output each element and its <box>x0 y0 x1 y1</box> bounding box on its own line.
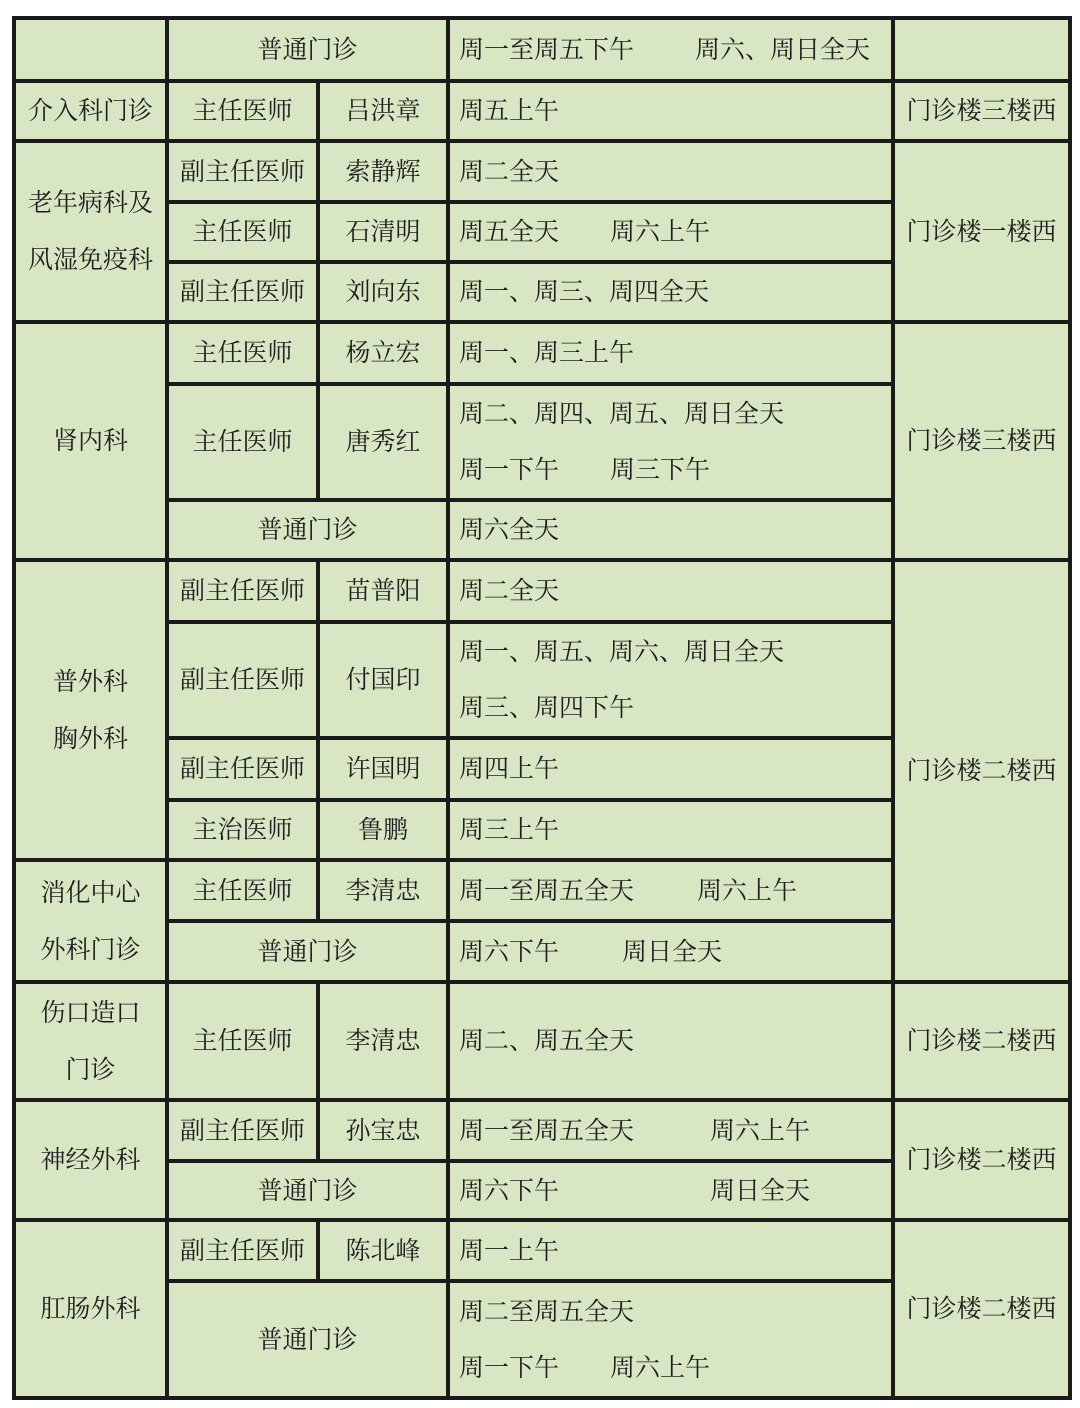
schedule-text: 周五上午 <box>459 96 560 125</box>
department-cell-interventional <box>16 83 165 139</box>
table-row-schedule <box>450 502 891 558</box>
schedule-text: 周二全天 <box>459 156 560 186</box>
schedule-text: 周一至周五全天 <box>459 1115 635 1145</box>
department-label: 肛肠外科 <box>40 1294 141 1323</box>
doctor-name: 石清明 <box>345 217 421 246</box>
doctor-title: 副主任医师 <box>179 156 305 186</box>
schedule-text: 周二、周四、周五、周日全天 <box>459 399 785 428</box>
location-cell-colorectal <box>895 1222 1068 1396</box>
table-row-schedule <box>450 802 891 858</box>
table-row-name <box>320 264 446 320</box>
schedule-text: 周一至周五下午 <box>459 34 635 64</box>
schedule-text: 周三、周四下午 <box>459 693 635 722</box>
table-row-schedule <box>450 324 891 382</box>
table-row-title-merged <box>169 923 446 980</box>
table-row-title <box>169 984 316 1098</box>
table-row-title <box>169 740 316 798</box>
department-label: 外科门诊 <box>40 934 141 964</box>
department-label: 胸外科 <box>52 723 128 753</box>
doctor-title: 副主任医师 <box>179 1235 305 1265</box>
location-cell-wound <box>895 984 1068 1098</box>
department-cell-neurosurgery <box>16 1102 165 1218</box>
department-label: 老年病科及 <box>27 188 153 217</box>
department-cell-nephrology <box>16 324 165 558</box>
department-label: 伤口造口 <box>40 997 141 1027</box>
doctor-title: 主任医师 <box>192 875 293 905</box>
table-row-name <box>320 740 446 798</box>
doctor-name: 陈北峰 <box>345 1235 421 1265</box>
schedule-text: 周一、周三、周四全天 <box>459 277 710 306</box>
doctor-title: 普通门诊 <box>257 515 358 544</box>
doctor-title: 普通门诊 <box>257 1175 358 1205</box>
table-row-name <box>320 984 446 1098</box>
table-row-schedule <box>450 984 891 1098</box>
table-row-name <box>320 83 446 139</box>
doctor-name: 许国明 <box>345 754 421 783</box>
schedule-text: 周六全天 <box>459 515 560 544</box>
table-row-schedule <box>450 562 891 620</box>
table-row-schedule <box>450 862 891 919</box>
schedule-text: 周六上午 <box>610 1352 711 1382</box>
location-text: 门诊楼二楼西 <box>906 1145 1057 1174</box>
location-text: 门诊楼一楼西 <box>906 216 1057 246</box>
table-row-name <box>320 1222 446 1279</box>
doctor-name: 鲁鹏 <box>357 815 408 844</box>
table-row-title <box>169 1222 316 1279</box>
table-row-title <box>169 264 316 320</box>
schedule-text: 周三上午 <box>459 815 560 844</box>
doctor-title: 主任医师 <box>192 1026 293 1055</box>
department-cell-general-surgery <box>16 562 165 858</box>
doctor-title: 普通门诊 <box>257 936 358 966</box>
department-cell-empty <box>16 20 165 79</box>
schedule-text: 周一下午 <box>459 455 560 484</box>
table-row-schedule <box>450 204 891 260</box>
doctor-title: 主任医师 <box>192 96 293 125</box>
schedule-text: 周日全天 <box>710 1175 811 1205</box>
location-text: 门诊楼二楼西 <box>906 1026 1057 1055</box>
table-row-title <box>169 324 316 382</box>
location-text: 门诊楼二楼西 <box>906 756 1057 785</box>
schedule-text: 周四上午 <box>459 754 560 783</box>
location-text: 门诊楼三楼西 <box>906 96 1057 125</box>
table-row-schedule <box>450 386 891 498</box>
table-row-name <box>320 386 446 498</box>
schedule-text: 周六、周日全天 <box>695 34 871 64</box>
schedule-text: 周一下午 <box>459 1352 560 1382</box>
doctor-name: 索静辉 <box>345 156 421 186</box>
doctor-title: 主治医师 <box>192 815 293 844</box>
table-row-title <box>169 624 316 736</box>
schedule-text: 周日全天 <box>622 936 723 966</box>
schedule-text: 周一至周五全天 <box>459 875 635 905</box>
table-row-name <box>320 1102 446 1159</box>
doctor-title: 副主任医师 <box>179 277 305 306</box>
doctor-name: 刘向东 <box>345 277 421 306</box>
doctor-name: 付国印 <box>345 665 421 694</box>
location-cell-neurosurgery <box>895 1102 1068 1218</box>
schedule-text: 周六上午 <box>610 217 711 246</box>
doctor-title: 主任医师 <box>192 427 293 456</box>
table-row-title <box>169 802 316 858</box>
table-row-schedule <box>450 1222 891 1279</box>
doctor-name: 唐秀红 <box>345 427 421 456</box>
table-row-schedule <box>450 20 891 79</box>
doctor-title: 主任医师 <box>192 217 293 246</box>
doctor-name: 李清忠 <box>345 875 421 905</box>
table-row-title <box>169 862 316 919</box>
schedule-text: 周六上午 <box>710 1115 811 1145</box>
table-row-schedule <box>450 1283 891 1396</box>
table-row-title <box>169 83 316 139</box>
table-row-schedule <box>450 83 891 139</box>
doctor-title: 主任医师 <box>192 338 293 367</box>
schedule-text: 周六上午 <box>697 875 798 905</box>
doctor-title: 副主任医师 <box>179 665 305 694</box>
doctor-title: 副主任医师 <box>179 1115 305 1145</box>
table-row-schedule <box>450 143 891 200</box>
schedule-text: 周三下午 <box>610 455 711 484</box>
table-row-name <box>320 862 446 919</box>
table-row-name <box>320 204 446 260</box>
table-row-title <box>169 562 316 620</box>
department-label: 门诊 <box>65 1054 116 1084</box>
department-cell-geriatric <box>16 143 165 320</box>
schedule-text: 周二全天 <box>459 576 560 605</box>
schedule-text: 周二、周五全天 <box>459 1026 635 1055</box>
schedule-text: 周二至周五全天 <box>459 1296 635 1326</box>
doctor-title: 副主任医师 <box>179 754 305 783</box>
department-label: 介入科门诊 <box>27 96 153 125</box>
doctor-name: 孙宝忠 <box>345 1115 421 1145</box>
doctor-name: 李清忠 <box>345 1026 421 1055</box>
table-row-schedule <box>450 1102 891 1159</box>
table-row-title-merged <box>169 502 446 558</box>
department-label: 风湿免疫科 <box>27 245 153 274</box>
schedule-text: 周五全天 <box>459 217 560 246</box>
location-cell-interventional <box>895 83 1068 139</box>
table-row-title <box>169 204 316 260</box>
table-row-schedule <box>450 264 891 320</box>
location-cell-geriatric <box>895 143 1068 320</box>
department-cell-digestive <box>16 862 165 980</box>
table-row-name <box>320 143 446 200</box>
doctor-name: 吕洪章 <box>345 96 421 125</box>
department-label: 神经外科 <box>40 1145 141 1174</box>
table-row-schedule <box>450 740 891 798</box>
table-row-name <box>320 802 446 858</box>
schedule-text: 周六下午 <box>459 1175 560 1205</box>
schedule-text: 周一上午 <box>459 1235 560 1265</box>
location-text: 门诊楼二楼西 <box>906 1294 1057 1323</box>
doctor-name: 苗普阳 <box>345 576 421 605</box>
table-row-name <box>320 324 446 382</box>
department-label: 消化中心 <box>40 877 141 907</box>
department-label: 普外科 <box>52 666 128 696</box>
location-cell-empty <box>895 20 1068 79</box>
department-cell-colorectal <box>16 1222 165 1396</box>
table-row-title <box>169 1102 316 1159</box>
doctor-title: 副主任医师 <box>179 576 305 605</box>
table-row-title <box>169 143 316 200</box>
schedule-text: 周六下午 <box>459 936 560 966</box>
doctor-title: 普通门诊 <box>257 1324 358 1354</box>
table-row-title-merged <box>169 20 446 79</box>
location-text: 门诊楼三楼西 <box>906 426 1057 455</box>
location-cell-surgery-group <box>895 562 1068 980</box>
table-row-title <box>169 386 316 498</box>
table-row-schedule <box>450 624 891 736</box>
table-row-schedule <box>450 923 891 980</box>
table-row-schedule <box>450 1163 891 1218</box>
location-cell-nephrology <box>895 324 1068 558</box>
doctor-title: 普通门诊 <box>257 34 358 64</box>
table-row-name <box>320 624 446 736</box>
table-row-title-merged <box>169 1163 446 1218</box>
department-cell-wound <box>16 984 165 1098</box>
schedule-text: 周一、周五、周六、周日全天 <box>459 637 785 666</box>
table-row-title-merged <box>169 1283 446 1396</box>
department-label: 肾内科 <box>52 426 128 455</box>
table-row-name <box>320 562 446 620</box>
doctor-name: 杨立宏 <box>345 338 421 367</box>
schedule-text: 周一、周三上午 <box>459 338 635 367</box>
